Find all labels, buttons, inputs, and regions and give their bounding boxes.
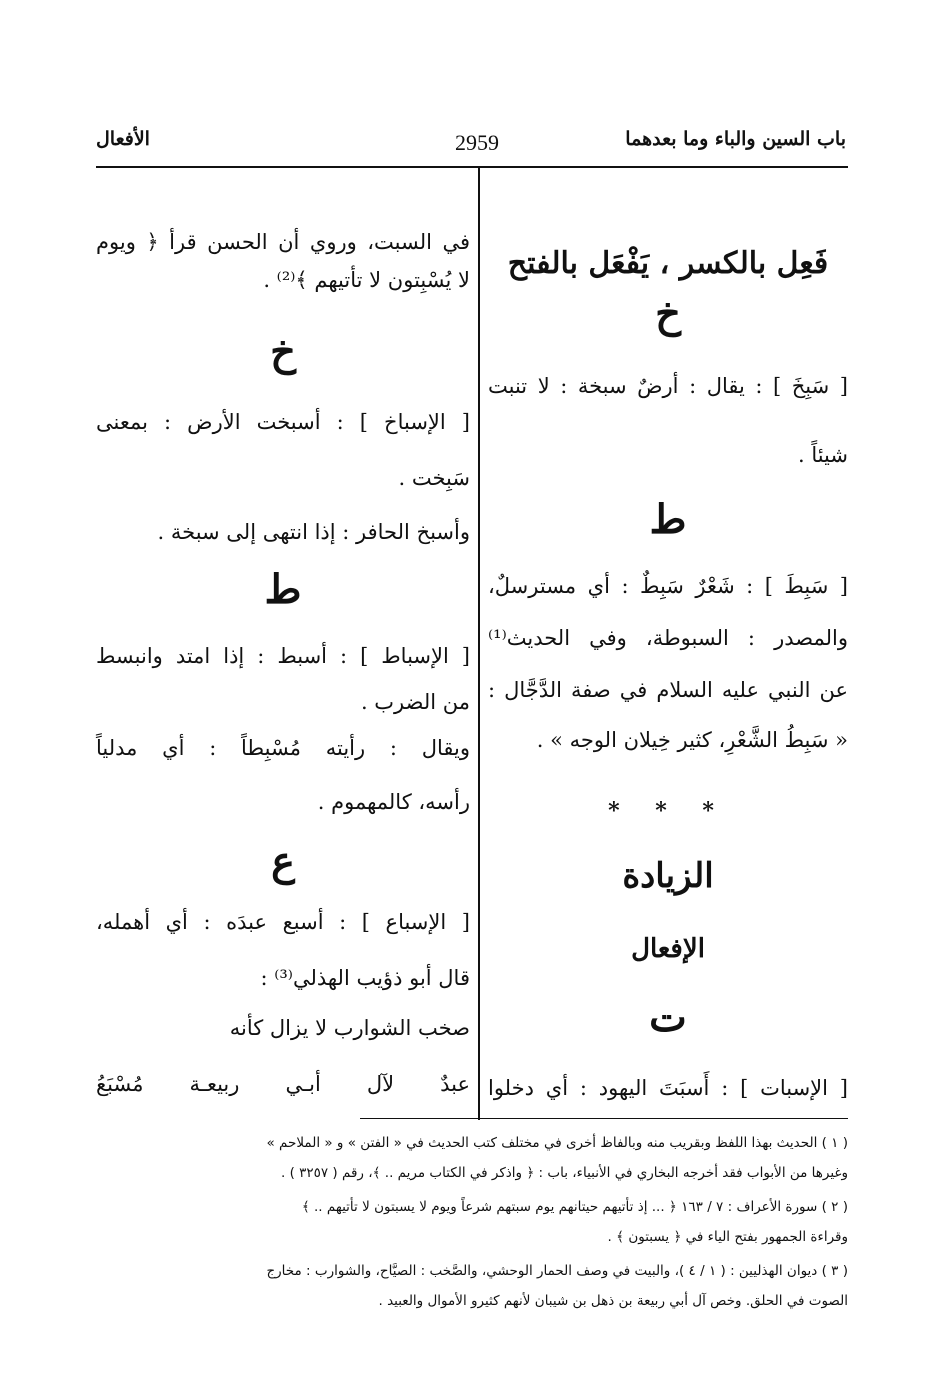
footnote-line: ( ١ ) الحديث بهذا اللفظ وبقريب منه وبالفاظ أخرى في مختلف كتب الحديث في « الفتن » و « الملاحم » (266, 1135, 848, 1151)
entry-text: وأسبخ الحافر : إذا انتهى إلى سبخة . (157, 520, 470, 544)
entry-text: سَبِخت . (398, 466, 470, 490)
letter-heading-kha: خ (655, 290, 681, 337)
entry-text: ويقال : رأيته مُسْبِطاً : أي مدلياً (96, 736, 470, 760)
entry-text: [ الإسباط ] : أسبط : إذا امتد وانبسط (96, 644, 470, 668)
entry-text: « سَبِطُ الشَّعْرِ، كثير خِيلان الوجه » . (536, 728, 848, 752)
footnote-line: وغيرها من الأبواب فقد أخرجه البخاري في الأنبياء، باب : ﴿ واذكر في الكتاب مريم .. ﴾، رقم ( ٣٢٥٧ ) . (280, 1165, 848, 1181)
verse-line: صخب الشوارب لا يزال كأنه (229, 1016, 470, 1040)
entry-text: رأسه، كالمهموم . (317, 790, 470, 814)
entry-text: شيئاً . (797, 443, 848, 467)
footnote-line: ( ٢ ) سورة الأعراف : ٧ / ١٦٣ ﴿ ... إذ تأتيهم حيتانهم يوم سبتهم شرعاً ويوم لا يسبتون لا تأتيهم .. ﴾ (301, 1199, 848, 1215)
column-divider (478, 168, 480, 1120)
footnote-line: ( ٣ ) ديوان الهذليين : ( ١ / ٤ )، والبيت في وصف الحمار الوحشي، والصَّخب : الصيَّاح، والشوارب : مخارج (266, 1263, 848, 1279)
header-rule (96, 166, 848, 168)
entry-text: عن النبي عليه السلام في صفة الدَّجَّال : (488, 678, 848, 702)
entry-text: [ الإسباخ ] : أسبخت الأرض : بمعنى (96, 410, 470, 434)
footnote-line: الصوت في الحلق. وخص آل أبي ربيعة بن ذهل بن شيبان لأنهم كثيرو الأموال والعبيد . (378, 1293, 848, 1309)
entry-text: لا يُسْبِتون لا تأتيهم ﴾⁽²⁾ . (263, 268, 470, 292)
letter-heading-taa: ت (649, 994, 687, 1041)
entry-text: من الضرب . (360, 690, 470, 714)
entry-text: [ الإسبات ] : أَسبَتَ اليهود : أي دخلوا (488, 1076, 848, 1100)
letter-heading-ta: ط (649, 496, 687, 543)
entry-text: [ سَبِطَ ] : شَعْرٌ سَبِطٌ : أي مسترسلٌ، (488, 574, 848, 598)
section-title: الأفعال (96, 128, 150, 150)
page-header (96, 128, 846, 160)
entry-text: والمصدر : السبوطة، وفي الحديث⁽¹⁾ (488, 626, 848, 650)
letter-heading-ta: ط (264, 566, 302, 613)
entry-text: [ سَبِخَ ] : يقال : أرضٌ سبخة : لا تنبت (488, 374, 848, 398)
footnote-rule (360, 1118, 848, 1119)
heading-ziyada: الزيادة (622, 856, 714, 896)
chapter-title: باب السين والباء وما بعدهما (625, 128, 846, 150)
entry-text: في السبت، وروي أن الحسن قرأ ﴿ ويوم (96, 230, 470, 254)
separator-stars: * * * (608, 798, 728, 824)
heading-afal: الإفعال (631, 934, 705, 964)
footnote-line: وقراءة الجمهور بفتح الياء في ﴿ يسبتون ﴾ . (607, 1229, 848, 1245)
entry-text: قال أبو ذؤيب الهذلي⁽³⁾ : (260, 966, 470, 990)
letter-heading-kha: خ (270, 328, 296, 375)
section-heading: فَعِل بالكسر ، يَفْعَل بالفتح (507, 246, 829, 281)
letter-heading-ayn: ع (271, 838, 295, 885)
verse-line: عبدٌ لآل أبـي ربيعـة مُسْبَعُ (96, 1072, 470, 1096)
entry-text: [ الإسباع ] : أسبع عبدَه : أي أهمله، (96, 910, 470, 934)
page-number: 2959 (455, 130, 499, 155)
